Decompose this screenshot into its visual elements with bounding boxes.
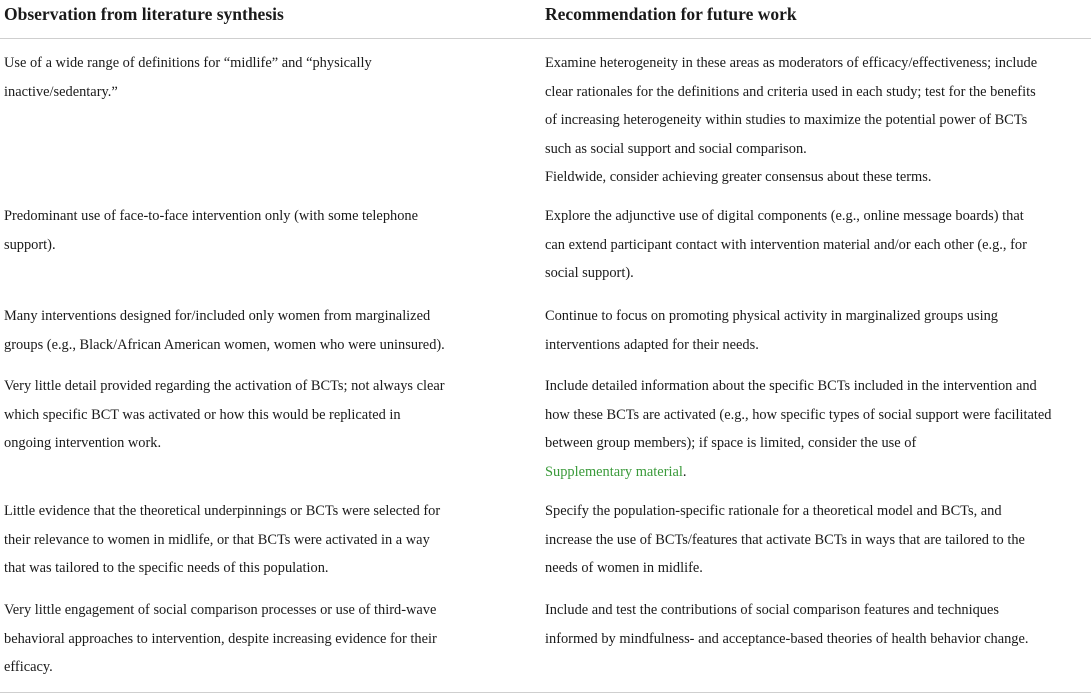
column-header-observation: Observation from literature synthesis xyxy=(4,4,284,24)
text-line: Include and test the contributions of social comparison features and techniques xyxy=(545,602,999,618)
text-line: Use of a wide range of definitions for “midlife” and “physically xyxy=(4,55,372,71)
text-line: informed by mindfulness- and acceptance-based theories of health behavior change. xyxy=(545,630,1029,647)
text-line: increase the use of BCTs/features that activate BCTs in ways that are tailored to the xyxy=(545,531,1025,548)
observation-cell xyxy=(4,302,504,359)
link-suffix: . xyxy=(682,463,687,480)
observation-cell xyxy=(4,202,504,259)
observation-cell xyxy=(4,596,504,682)
text-line: such as social support and social comparison. xyxy=(545,140,807,157)
text-line: Very little detail provided regarding the activation of BCTs; not always clear xyxy=(4,378,445,394)
text-line: interventions adapted for their needs. xyxy=(545,336,759,353)
text-line: Predominant use of face-to-face intervention only (with some telephone xyxy=(4,208,418,224)
text-line: can extend participant contact with intervention material and/or each other (e.g., for xyxy=(545,236,1027,253)
observation-cell xyxy=(4,497,504,583)
recommendation-cell xyxy=(545,202,1090,288)
text-line: Explore the adjunctive use of digital components (e.g., online message boards) that xyxy=(545,208,1024,224)
recommendation-cell xyxy=(545,49,1090,192)
text-line: Many interventions designed for/included only women from marginalized xyxy=(4,308,431,324)
table-bottom-rule xyxy=(0,692,1091,693)
recommendation-cell xyxy=(545,372,1090,486)
text-line: how these BCTs are activated (e.g., how specific types of social support were facilitated xyxy=(545,406,1052,423)
observation-cell xyxy=(4,49,504,106)
text-line xyxy=(545,458,1090,487)
text-line: Very little engagement of social comparison processes or use of third-wave xyxy=(4,602,437,618)
text-line: social support). xyxy=(545,265,634,281)
text-line: Examine heterogeneity in these areas as moderators of efficacy/effectiveness; include xyxy=(545,55,1038,71)
text-line: between group members); if space is limited, consider the use of xyxy=(545,435,917,451)
text-line: Little evidence that the theoretical underpinnings or BCTs were selected for xyxy=(4,503,441,519)
text-line: ongoing intervention work. xyxy=(4,435,162,451)
supplementary-material-link[interactable]: Supplementary material xyxy=(545,463,683,480)
text-line: clear rationales for the definitions and criteria used in each study; test for the benefits xyxy=(545,83,1036,100)
text-line: support). xyxy=(4,236,56,253)
text-line: Specify the population-specific rationale for a theoretical model and BCTs, and xyxy=(545,503,1002,519)
text-line: their relevance to women in midlife, or that BCTs were activated in a way xyxy=(4,531,430,548)
text-line: Continue to focus on promoting physical activity in marginalized groups using xyxy=(545,308,998,324)
text-line: Fieldwide, consider achieving greater consensus about these terms. xyxy=(545,169,932,185)
text-line: which specific BCT was activated or how this would be replicated in xyxy=(4,406,401,423)
text-line: that was tailored to the specific needs of this population. xyxy=(4,560,329,576)
text-line: Include detailed information about the specific BCTs included in the intervention and xyxy=(545,378,1037,394)
recommendation-cell xyxy=(545,302,1090,359)
text-line: inactive/sedentary.” xyxy=(4,83,118,100)
text-line: behavioral approaches to intervention, despite increasing evidence for their xyxy=(4,630,437,647)
table-header-row xyxy=(0,0,1091,39)
column-header-recommendation: Recommendation for future work xyxy=(545,4,797,24)
text-line: needs of women in midlife. xyxy=(545,560,703,576)
observation-cell xyxy=(4,372,504,458)
recommendation-cell xyxy=(545,596,1090,653)
text-line: efficacy. xyxy=(4,659,53,675)
recommendation-cell xyxy=(545,497,1090,583)
text-line: of increasing heterogeneity within studies to maximize the potential power of BCTs xyxy=(545,112,1028,128)
text-line: groups (e.g., Black/African American women, women who were uninsured). xyxy=(4,336,445,353)
